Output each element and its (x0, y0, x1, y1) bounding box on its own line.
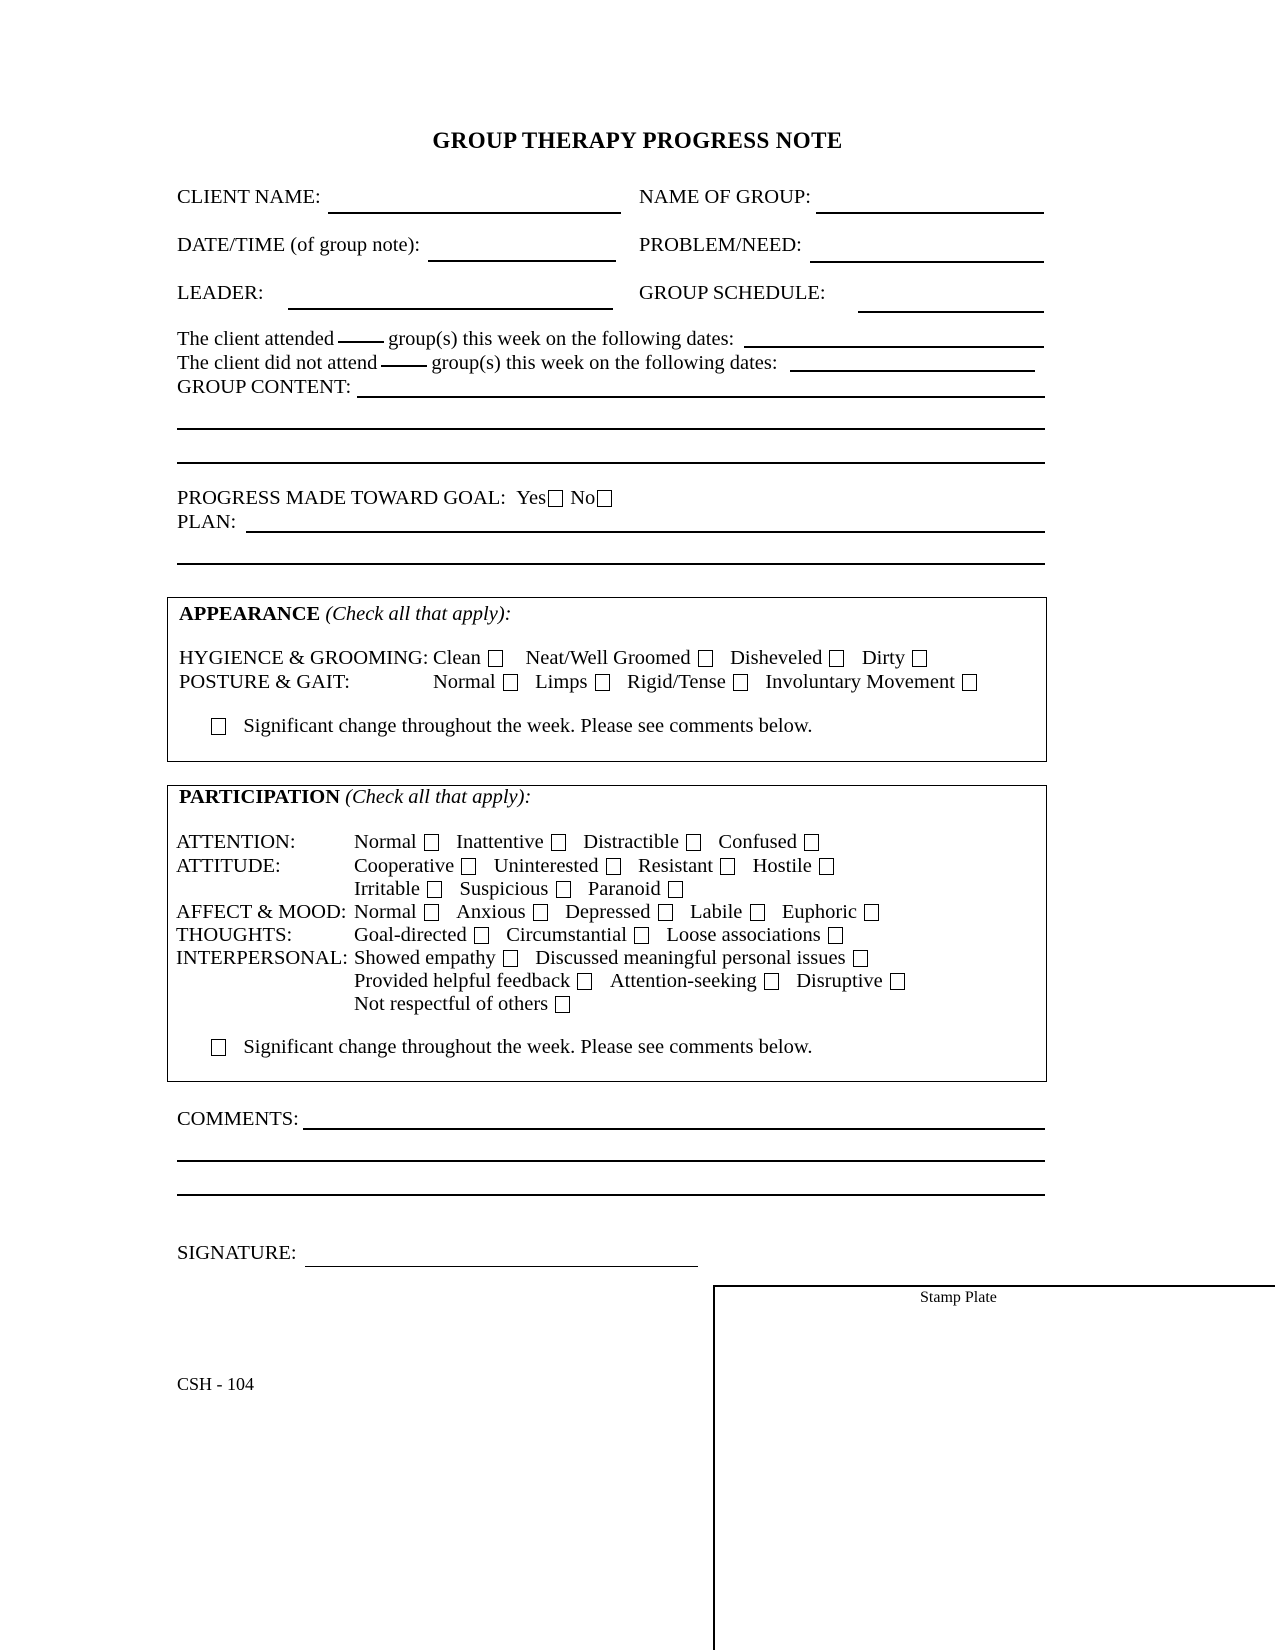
participation-option-disruptive-label: Disruptive (796, 970, 883, 992)
participation-option-attention-seeking (610, 970, 781, 993)
label-comments: COMMENTS: (177, 1108, 299, 1130)
appearance-option-limps (535, 671, 612, 694)
participation-option-hostile (753, 855, 836, 878)
participation-option-depressed-label: Depressed (565, 901, 651, 923)
participation-option-provided-feedback (354, 970, 594, 993)
appearance-significant-change-label: Significant change throughout the week. Please see comments below. (243, 715, 813, 737)
participation-option-uninterested-label: Uninterested (493, 855, 599, 877)
input-group-schedule[interactable] (858, 311, 1044, 313)
participation-row-attitude-label: ATTITUDE: (176, 855, 281, 877)
participation-option-provided-feedback-label: Provided helpful feedback (354, 970, 571, 992)
input-plan-2[interactable] (177, 563, 1045, 565)
participation-option-uninterested (494, 855, 623, 878)
participation-option-euphoric-label: Euphoric (781, 901, 858, 923)
participation-option-circumstantial (506, 924, 651, 947)
input-not-attended-count[interactable] (381, 365, 427, 367)
label-progress-no: No (570, 487, 596, 509)
participation-significant-change-label: Significant change throughout the week. Please see comments below. (243, 1036, 813, 1058)
checkbox-progress-no[interactable] (597, 490, 612, 507)
checkbox-distractible[interactable] (686, 834, 701, 851)
appearance-option-clean-label: Clean (433, 647, 481, 669)
checkbox-disruptive[interactable] (890, 973, 905, 990)
attendance-not-attended-line (177, 352, 778, 375)
appearance-option-normal-label: Normal (433, 671, 496, 693)
participation-option-euphoric (782, 901, 881, 924)
label-client-name: CLIENT NAME: (177, 186, 321, 208)
participation-row-attention-label: ATTENTION: (176, 831, 296, 853)
participation-row-attitude-cont (354, 878, 685, 901)
attendance-not-attended-suffix: group(s) this week on the following dates: (431, 352, 778, 374)
participation-option-goal-directed (354, 924, 491, 947)
input-attended-dates[interactable] (744, 346, 1044, 348)
participation-heading (179, 786, 531, 809)
participation-row-thoughts-label: THOUGHTS: (176, 924, 293, 946)
checkbox-anxious[interactable] (533, 904, 548, 921)
participation-option-affect-normal-label: Normal (354, 901, 417, 923)
participation-row-interpersonal-cont1 (354, 970, 907, 993)
participation-option-resistant (638, 855, 737, 878)
participation-row-attitude (176, 855, 836, 878)
appearance-option-clean (433, 647, 505, 670)
participation-option-showed-empathy-label: Showed empathy (354, 947, 496, 969)
participation-option-distractible-label: Distractible (583, 831, 679, 853)
label-progress-made: PROGRESS MADE TOWARD GOAL: (177, 487, 506, 509)
checkbox-progress-yes[interactable] (548, 490, 563, 507)
participation-option-discussed-issues (535, 947, 869, 970)
participation-option-affect-normal (354, 901, 441, 924)
participation-option-discussed-issues-label: Discussed meaningful personal issues (535, 947, 846, 969)
input-comments-2[interactable] (177, 1160, 1045, 1162)
checkbox-resistant[interactable] (720, 858, 735, 875)
checkbox-showed-empathy[interactable] (503, 950, 518, 967)
input-plan-1[interactable] (246, 531, 1045, 533)
label-group-content: GROUP CONTENT: (177, 376, 352, 398)
checkbox-attention-seeking[interactable] (764, 973, 779, 990)
participation-option-anxious-label: Anxious (456, 901, 526, 923)
label-date-time: DATE/TIME (of group note): (177, 234, 421, 256)
participation-option-distractible (583, 831, 703, 854)
checkbox-clean[interactable] (488, 650, 503, 667)
participation-row-interpersonal-cont2 (354, 993, 572, 1016)
checkbox-disheveled[interactable] (829, 650, 844, 667)
input-group-content-1[interactable] (357, 396, 1045, 398)
participation-option-labile (690, 901, 767, 924)
participation-option-showed-empathy (354, 947, 520, 970)
appearance-row-posture-label: POSTURE & GAIT: (179, 671, 350, 693)
checkbox-neat-well-groomed[interactable] (698, 650, 713, 667)
participation-option-depressed (565, 901, 675, 924)
appearance-option-involuntary (765, 671, 979, 694)
attendance-attended-prefix: The client attended (177, 328, 335, 350)
input-leader[interactable] (288, 308, 613, 310)
participation-row-affect-label: AFFECT & MOOD: (176, 901, 347, 923)
checkbox-euphoric[interactable] (864, 904, 879, 921)
checkbox-suspicious[interactable] (556, 881, 571, 898)
participation-option-irritable (354, 878, 444, 901)
input-date-time[interactable] (428, 260, 616, 262)
appearance-significant-change-row (209, 715, 812, 738)
participation-option-attention-seeking-label: Attention-seeking (609, 970, 757, 992)
checkbox-labile[interactable] (750, 904, 765, 921)
checkbox-affect-normal[interactable] (424, 904, 439, 921)
participation-heading-text: PARTICIPATION (179, 786, 341, 808)
attendance-attended-line (177, 328, 734, 351)
participation-option-attention-normal-label: Normal (354, 831, 417, 853)
participation-row-attention (176, 831, 821, 854)
label-signature: SIGNATURE: (177, 1242, 297, 1264)
appearance-option-limps-label: Limps (535, 671, 588, 693)
participation-option-resistant-label: Resistant (637, 855, 714, 877)
progress-goal-row (177, 487, 614, 510)
checkbox-posture-normal[interactable] (503, 674, 518, 691)
appearance-option-rigid-label: Rigid/Tense (627, 671, 726, 693)
page-title: GROUP THERAPY PROGRESS NOTE (432, 128, 843, 153)
label-plan: PLAN: (177, 511, 237, 533)
participation-option-goal-directed-label: Goal-directed (354, 924, 467, 946)
participation-option-paranoid (588, 878, 685, 901)
participation-option-paranoid-label: Paranoid (587, 878, 661, 900)
participation-option-attention-normal (354, 831, 441, 854)
checkbox-hostile[interactable] (819, 858, 834, 875)
appearance-row-hygiene-label: HYGIENCE & GROOMING: (179, 647, 429, 669)
form-number: CSH - 104 (177, 1374, 255, 1394)
checkbox-dirty[interactable] (912, 650, 927, 667)
participation-option-hostile-label: Hostile (752, 855, 812, 877)
participation-option-cooperative (354, 855, 478, 878)
attendance-attended-suffix: group(s) this week on the following dates: (388, 328, 735, 350)
checkbox-involuntary-movement[interactable] (962, 674, 977, 691)
checkbox-participation-significant-change[interactable] (211, 1039, 226, 1056)
appearance-row-posture (179, 671, 979, 694)
checkbox-not-respectful-of-others[interactable] (555, 996, 570, 1013)
appearance-option-normal (433, 671, 520, 694)
participation-option-labile-label: Labile (690, 901, 743, 923)
label-leader: LEADER: (177, 282, 264, 304)
checkbox-attention-normal[interactable] (424, 834, 439, 851)
participation-heading-note: (Check all that apply): (345, 786, 532, 808)
checkbox-discussed-meaningful-issues[interactable] (853, 950, 868, 967)
input-group-content-3[interactable] (177, 462, 1045, 464)
checkbox-depressed[interactable] (658, 904, 673, 921)
appearance-option-involuntary-label: Involuntary Movement (765, 671, 955, 693)
input-name-of-group[interactable] (816, 212, 1044, 214)
appearance-heading-text: APPEARANCE (179, 603, 321, 625)
attendance-not-attended-prefix: The client did not attend (177, 352, 378, 374)
participation-option-not-respectful-label: Not respectful of others (354, 993, 549, 1015)
participation-option-anxious (456, 901, 550, 924)
checkbox-circumstantial[interactable] (634, 927, 649, 944)
input-comments-1[interactable] (303, 1128, 1045, 1130)
input-client-name[interactable] (328, 212, 621, 214)
participation-option-suspicious-label: Suspicious (459, 878, 549, 900)
input-group-content-2[interactable] (177, 428, 1045, 430)
participation-option-suspicious (460, 878, 573, 901)
appearance-row-hygiene (179, 647, 929, 670)
appearance-option-neat-label: Neat/Well Groomed (525, 647, 691, 669)
checkbox-goal-directed[interactable] (474, 927, 489, 944)
appearance-option-rigid (627, 671, 750, 694)
appearance-option-disheveled-label: Disheveled (730, 647, 823, 669)
participation-option-circumstantial-label: Circumstantial (506, 924, 627, 946)
appearance-heading-note: (Check all that apply): (325, 603, 512, 625)
participation-row-interpersonal-label: INTERPERSONAL: (176, 947, 348, 969)
label-problem-need: PROBLEM/NEED: (639, 234, 802, 256)
checkbox-rigid-tense[interactable] (733, 674, 748, 691)
participation-significant-change-row (209, 1036, 812, 1059)
stamp-plate-label: Stamp Plate (920, 1289, 997, 1306)
participation-option-loose-associations (666, 924, 844, 947)
checkbox-uninterested[interactable] (606, 858, 621, 875)
input-comments-3[interactable] (177, 1194, 1045, 1196)
participation-row-interpersonal (176, 947, 870, 970)
input-signature[interactable] (305, 1266, 698, 1267)
checkbox-irritable[interactable] (427, 881, 442, 898)
stamp-plate-box (713, 1285, 1275, 1650)
input-not-attended-dates[interactable] (790, 370, 1035, 372)
checkbox-loose-associations[interactable] (828, 927, 843, 944)
label-progress-yes: Yes (516, 487, 547, 509)
label-name-of-group: NAME OF GROUP: (639, 186, 811, 208)
input-problem-need[interactable] (810, 261, 1044, 263)
participation-option-disruptive (796, 970, 907, 993)
participation-row-thoughts (176, 924, 845, 947)
participation-option-irritable-label: Irritable (354, 878, 421, 900)
input-attended-count[interactable] (338, 341, 384, 343)
checkbox-paranoid[interactable] (668, 881, 683, 898)
participation-option-confused-label: Confused (718, 831, 797, 853)
appearance-heading (179, 603, 512, 626)
appearance-option-dirty (862, 647, 929, 670)
appearance-option-neat (525, 647, 714, 670)
participation-option-inattentive-label: Inattentive (456, 831, 544, 853)
appearance-option-dirty-label: Dirty (861, 647, 906, 669)
checkbox-cooperative[interactable] (461, 858, 476, 875)
checkbox-inattentive[interactable] (551, 834, 566, 851)
participation-option-inattentive (456, 831, 568, 854)
label-group-schedule: GROUP SCHEDULE: (639, 282, 826, 304)
checkbox-provided-helpful-feedback[interactable] (577, 973, 592, 990)
participation-option-cooperative-label: Cooperative (354, 855, 455, 877)
participation-row-affect-mood (176, 901, 881, 924)
checkbox-appearance-significant-change[interactable] (211, 718, 226, 735)
checkbox-confused[interactable] (804, 834, 819, 851)
checkbox-limps[interactable] (595, 674, 610, 691)
participation-option-not-respectful (354, 993, 572, 1016)
participation-option-confused (718, 831, 821, 854)
appearance-option-disheveled (730, 647, 846, 670)
participation-option-loose-associations-label: Loose associations (666, 924, 821, 946)
